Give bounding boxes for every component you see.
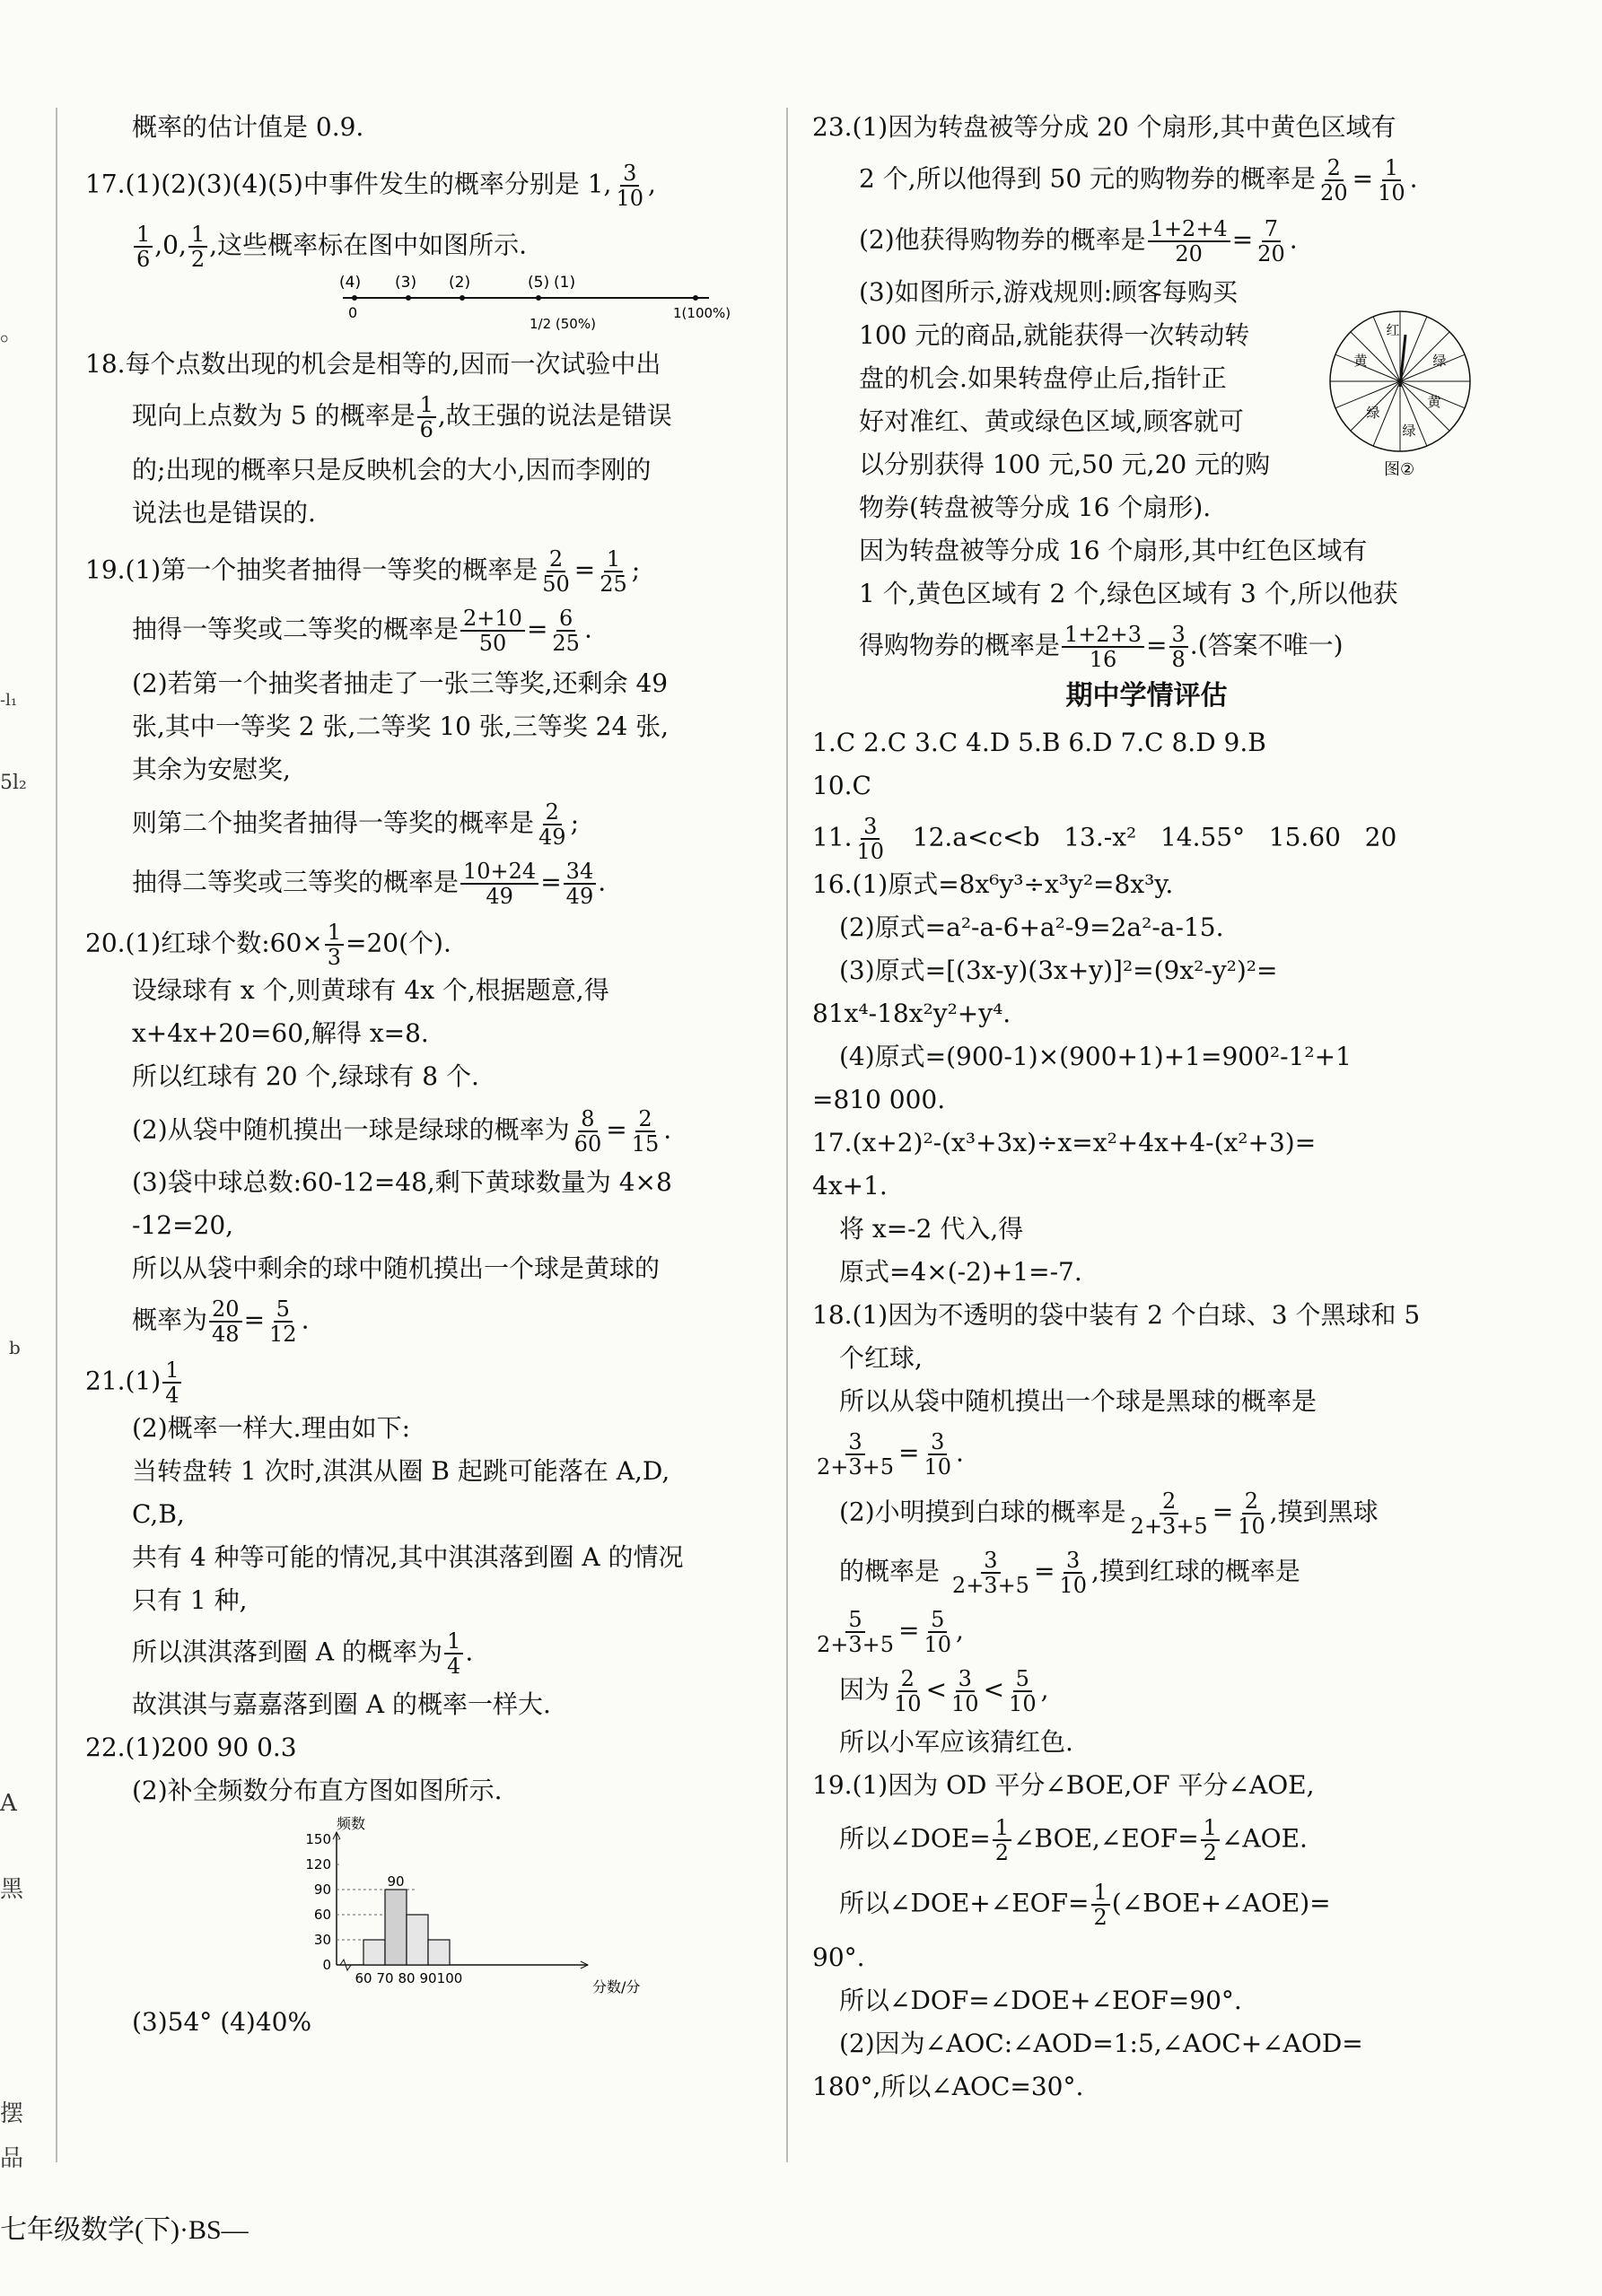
sector-label: 黄	[1353, 353, 1368, 369]
q23-line: 盘的机会.如果转盘停止后,指针正	[859, 363, 1227, 393]
figure-caption: 图②	[1384, 460, 1415, 479]
numberline-tick: 1(100%)	[673, 305, 731, 321]
mc-answers: 1.C 2.C 3.C 4.D 5.B 6.D 7.C 8.D 9.B	[812, 728, 1266, 757]
q23-line: 因为转盘被等分成 16 个扇形,其中红色区域有	[859, 536, 1368, 565]
q18-line: 的;出现的概率只是反映机会的大小,因而李刚的	[132, 455, 652, 485]
x-tick-label: 90	[419, 1970, 437, 1986]
q20-line: x+4x+20=60,解得 x=8.	[132, 1018, 429, 1048]
q20-line: (3)袋中球总数:60-12=48,剩下黄球数量为 4×8	[132, 1167, 672, 1197]
q17-line: 17.(x+2)²-(x³+3x)÷x=x²+4x+4-(x²+3)=	[812, 1128, 1317, 1157]
q19-line: 张,其中一等奖 2 张,二等奖 10 张,三等奖 24 张,	[132, 711, 670, 741]
q23-line: 以分别获得 100 元,50 元,20 元的购	[859, 450, 1271, 479]
histogram-bar	[407, 1915, 428, 1965]
section-heading: 期中学情评估	[1065, 680, 1228, 711]
q17-line: 4x+1.	[812, 1171, 888, 1200]
fill-answers: 11. $\frac{3}{10}$ 12.a<c<b 13.-x² 14.55° 15.60 20	[812, 814, 1397, 864]
q21-line: (2)概率一样大.理由如下:	[132, 1413, 410, 1443]
q19-line: (2)因为∠AOC:∠AOD=1:5,∠AOC+∠AOD=	[839, 2029, 1363, 2058]
q20-line: 设绿球有 x 个,则黄球有 4x 个,根据题意,得	[132, 975, 609, 1005]
edge-fragment: 品	[0, 2145, 24, 2172]
number-line	[206, 271, 731, 343]
spinner-figure	[1328, 310, 1481, 489]
sector-label: 黄	[1427, 394, 1441, 410]
q20-line: 20.(1)红球个数:60× $\frac{1}{3}$ =20(个).	[85, 920, 451, 970]
q17-line: 原式=4×(-2)+1=-7.	[839, 1257, 1082, 1287]
q21-line: 故淇淇与嘉嘉落到圈 A 的概率一样大.	[132, 1689, 551, 1719]
edge-fragment: 5l₂	[0, 772, 27, 794]
q20-line: 概率为 $\frac{20}{48}$ = $\frac{5}{12}$ .	[132, 1296, 310, 1347]
q23-line: 物券(转盘被等分成 16 个扇形).	[859, 493, 1212, 522]
histogram-bar	[363, 1940, 385, 1965]
q16-line: 81x⁴-18x²y²+y⁴.	[812, 999, 1011, 1028]
q23-line: 1 个,黄色区域有 2 个,绿色区域有 3 个,所以他获	[859, 579, 1398, 608]
sector-label: 绿	[1432, 353, 1447, 369]
q22-line: (3)54° (4)40%	[132, 2007, 312, 2037]
column-divider	[786, 108, 788, 2162]
edge-fragment: 摆	[0, 2100, 24, 2127]
q18-line: 所以从袋中随机摸出一个球是黑球的概率是	[839, 1386, 1317, 1416]
edge-fragment: A	[0, 1790, 17, 1817]
q18-line: $\frac{3}{2+3+5}$ = $\frac{3}{10}$ .	[817, 1429, 964, 1480]
q21-line: 21.(1) $\frac{1}{4}$	[85, 1358, 754, 1407]
numberline-label: (3)	[395, 274, 417, 292]
q17-line: 17.(1)(2)(3)(4)(5)中事件发生的概率分别是 1, $\frac{3}{10}$ ,	[85, 161, 656, 211]
q20-line: -12=20,	[132, 1210, 234, 1240]
q18-line: 个红球,	[839, 1343, 923, 1373]
q19-line: 所以∠DOE+∠EOF= $\frac{1}{2}$ (∠BOE+∠AOE)=	[839, 1880, 1331, 1930]
q22-line: 22.(1)200 90 0.3	[85, 1733, 297, 1762]
histogram-bar	[428, 1940, 450, 1965]
q19-line: 所以∠DOE= $\frac{1}{2}$ ∠BOE,∠EOF= $\frac{1}{2}$ ∠AOE.	[839, 1815, 1308, 1865]
q19-line: 90°.	[812, 1942, 865, 1972]
q23-line: 好对准红、黄或绿色区域,顾客就可	[859, 406, 1244, 436]
y-tick-label: 120	[305, 1856, 331, 1873]
numberline-tick: 0	[348, 304, 358, 321]
q23-line: 得购物券的概率是 $\frac{1+2+3}{16}$ = $\frac{3}{8}$ .(答案不唯一)	[859, 622, 1344, 672]
q19-line: 抽得一等奖或二等奖的概率是 $\frac{2+10}{50}$ = $\frac{6}{25}$ .	[132, 606, 592, 656]
y-tick-label: 0	[322, 1957, 331, 1973]
q21-line: 只有 1 种,	[132, 1585, 248, 1615]
q18-line: 18.每个点数出现的机会是相等的,因而一次试验中出	[85, 349, 661, 379]
q19-line: 180°,所以∠AOC=30°.	[812, 2072, 1084, 2101]
q19-line: 19.(1)因为 OD 平分∠BOE,OF 平分∠AOE,	[812, 1770, 1315, 1800]
mc-answers: 10.C	[812, 771, 871, 800]
q23-line: (3)如图所示,游戏规则:顾客每购买	[859, 277, 1238, 307]
q18-line: 因为 $\frac{2}{10}$ < $\frac{3}{10}$ < $\frac{5}{10}$ ,	[839, 1666, 1049, 1716]
q20-line: (2)从袋中随机摸出一球是绿球的概率为 $\frac{8}{60}$ = $\frac{2}{15}$ .	[132, 1106, 672, 1157]
q18-line: 说法也是错误的.	[132, 498, 316, 528]
sector-label: 红	[1386, 322, 1400, 338]
y-tick-label: 60	[313, 1907, 331, 1923]
q16-line: 16.(1)原式=8x⁶y³÷x³y²=8x³y.	[812, 869, 1174, 899]
sector-label: 绿	[1402, 423, 1416, 439]
numberline-label: (2)	[449, 274, 471, 292]
x-tick-label: 100	[436, 1970, 463, 1986]
q21-line: 所以淇淇落到圈 A 的概率为 $\frac{1}{4}$ .	[132, 1628, 474, 1679]
q16-line: =810 000.	[812, 1085, 946, 1114]
bar-label: 90	[387, 1873, 405, 1890]
q16-line: (4)原式=(900-1)×(900+1)+1=900²-1²+1	[839, 1042, 1352, 1071]
numberline-tick: 1/2 (50%)	[530, 316, 596, 332]
q18-line: (2)小明摸到白球的概率是 $\frac{2}{2+3+5}$ = $\frac{2}{10}$ ,摸到黑球	[839, 1488, 1379, 1539]
histogram-bar	[385, 1890, 407, 1965]
text-line: 概率的估计值是 0.9.	[132, 112, 364, 142]
q23-line: 23.(1)因为转盘被等分成 20 个扇形,其中黄色区域有	[812, 112, 1396, 142]
q18-line: 的概率是 $\frac{3}{2+3+5}$ = $\frac{3}{10}$ ,摸到红球的概率是	[839, 1548, 1300, 1598]
edge-fragment: 。	[0, 319, 24, 346]
q18-line: 现向上点数为 5 的概率是 $\frac{1}{6}$ ,故王强的说法是错误	[132, 392, 672, 442]
x-tick-label: 60	[355, 1970, 372, 1986]
edge-fragment: b	[9, 1337, 21, 1358]
q23-line: 100 元的商品,就能获得一次转动转	[859, 320, 1250, 350]
q19-line: (2)若第一个抽奖者抽走了一张三等奖,还剩余 49	[132, 668, 669, 698]
edge-fragment: -l₁	[0, 691, 18, 710]
q17-line: $\frac{1}{6}$ ,0, $\frac{1}{2}$ ,这些概率标在图中如图所示.	[85, 223, 754, 271]
fraction: $\frac{3}{10}$	[616, 161, 644, 211]
numberline-label: (5)	[528, 274, 550, 292]
sector-label: 绿	[1366, 405, 1380, 421]
y-tick-label: 150	[305, 1831, 331, 1847]
q19-line: 所以∠DOF=∠DOE+∠EOF=90°.	[839, 1986, 1242, 2015]
q20-line: 所以从袋中剩余的球中随机摸出一个球是黄球的	[132, 1253, 661, 1283]
q23-line: (2)他获得购物券的概率是 $\frac{1+2+4}{20}$ = $\frac{7}{20}$ .	[859, 216, 1298, 266]
q19-line: 则第二个抽奖者抽得一等奖的概率是 $\frac{2}{49}$ ;	[132, 799, 579, 850]
q16-line: (3)原式=[(3x-y)(3x+y)]²=(9x²-y²)²=	[839, 956, 1278, 985]
x-axis-label: 分数/分	[592, 1978, 641, 1995]
y-tick-label: 30	[313, 1932, 331, 1948]
numberline-label: (4)	[339, 274, 362, 292]
q19-line: 19.(1)第一个抽奖者抽得一等奖的概率是 $\frac{2}{50}$ = $\frac{1}{25}$ ;	[85, 546, 641, 597]
y-axis-label: 频数	[337, 1815, 366, 1832]
x-tick-label: 70	[376, 1970, 394, 1986]
q23-line: 2 个,所以他得到 50 元的购物券的概率是 $\frac{2}{20}$ = $\frac{1}{10}$ .	[859, 155, 1418, 205]
q18-line: 所以小军应该猜红色.	[839, 1727, 1073, 1757]
page-footer: 七年级数学(下)·BS—	[0, 2215, 249, 2245]
q21-line: C,B,	[132, 1499, 185, 1529]
edge-fragment: 黑	[0, 1876, 24, 1903]
q16-line: (2)原式=a²-a-6+a²-9=2a²-a-15.	[839, 912, 1224, 942]
q21-line: 共有 4 种等可能的情况,其中淇淇落到圈 A 的情况	[132, 1542, 684, 1572]
frequency-histogram	[283, 1812, 642, 2001]
numberline-label: (1)	[554, 274, 576, 292]
q19-line: 其余为安慰奖,	[132, 755, 291, 784]
y-tick-label: 90	[313, 1881, 331, 1898]
q21-line: 当转盘转 1 次时,淇淇从圈 B 起跳可能落在 A,D,	[132, 1456, 670, 1486]
q22-line: (2)补全频数分布直方图如图所示.	[132, 1776, 503, 1805]
left-divider	[56, 108, 57, 2162]
q18-line: $\frac{5}{2+3+5}$ = $\frac{5}{10}$ ,	[817, 1607, 964, 1657]
x-tick-label: 80	[398, 1970, 416, 1986]
q20-line: 所以红球有 20 个,绿球有 8 个.	[132, 1061, 479, 1091]
q18-line: 18.(1)因为不透明的袋中装有 2 个白球、3 个黑球和 5	[812, 1300, 1421, 1330]
q17-line: 将 x=-2 代入,得	[839, 1214, 1024, 1244]
q19-line: 抽得二等奖或三等奖的概率是 $\frac{10+24}{49}$ = $\frac{34}{49}$ .	[132, 859, 607, 909]
left-column	[85, 106, 754, 2044]
